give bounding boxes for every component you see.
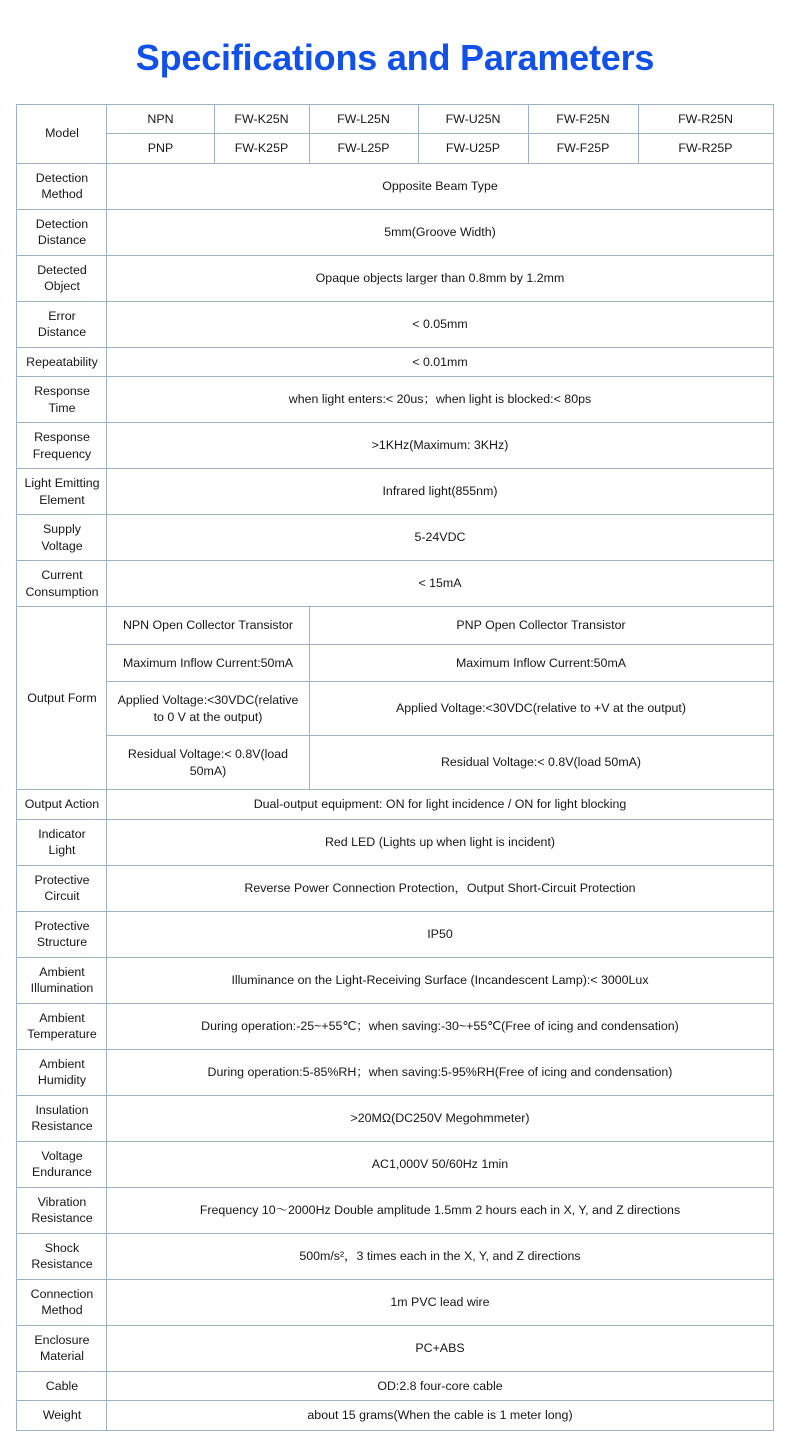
row-label: Protective Structure xyxy=(17,911,107,957)
row-value: PC+ABS xyxy=(107,1325,773,1371)
table-row xyxy=(17,865,773,911)
row-value: 5mm(Groove Width) xyxy=(107,209,773,255)
row-value: < 0.01mm xyxy=(107,347,773,377)
output-form-npn-2: Maximum Inflow Current:50mA xyxy=(107,644,309,682)
row-label: Light Emitting Element xyxy=(17,469,107,515)
table-row xyxy=(17,1233,773,1279)
table-row xyxy=(17,1141,773,1187)
row-label: Supply Voltage xyxy=(17,515,107,561)
table-cell: FW-U25P xyxy=(418,134,528,164)
table-cell: FW-F25P xyxy=(528,134,638,164)
table-row xyxy=(17,1187,773,1233)
table-row xyxy=(17,1279,773,1325)
row-value: OD:2.8 four-core cable xyxy=(107,1371,773,1401)
row-label: Voltage Endurance xyxy=(17,1141,107,1187)
row-label: Protective Circuit xyxy=(17,865,107,911)
row-value: Dual-output equipment: ON for light incidence / ON for light blocking xyxy=(107,790,773,820)
row-label: Vibration Resistance xyxy=(17,1187,107,1233)
table-row xyxy=(17,911,773,957)
page-title: Specifications and Parameters xyxy=(135,37,655,78)
row-label: Indicator Light xyxy=(17,819,107,865)
output-form-npn-1: NPN Open Collector Transistor xyxy=(107,607,309,645)
table-row xyxy=(17,957,773,1003)
row-label: Ambient Humidity xyxy=(17,1049,107,1095)
row-label: Detection Distance xyxy=(17,209,107,255)
row-value: Opposite Beam Type xyxy=(107,163,773,209)
pnp-label: PNP xyxy=(107,134,214,164)
row-value: 1m PVC lead wire xyxy=(107,1279,773,1325)
row-value: Infrared light(855nm) xyxy=(107,469,773,515)
table-cell: FW-L25P xyxy=(309,134,418,164)
output-form-label: Output Form xyxy=(17,607,107,790)
table-row xyxy=(17,790,773,820)
table-row xyxy=(17,1003,773,1049)
table-row-output-form xyxy=(17,644,773,682)
row-value: about 15 grams(When the cable is 1 meter long) xyxy=(107,1401,773,1431)
table-row xyxy=(17,377,773,423)
output-form-npn-3: Applied Voltage:<30VDC(relative to 0 V at the output) xyxy=(107,682,309,736)
table-row xyxy=(17,1401,773,1431)
row-value: During operation:-25~+55℃；when saving:-30~+55℃(Free of icing and condensation) xyxy=(107,1003,773,1049)
row-value: 5-24VDC xyxy=(107,515,773,561)
table-row-model-pnp xyxy=(17,134,773,164)
table-cell: FW-R25N xyxy=(638,104,773,134)
table-cell: FW-L25N xyxy=(309,104,418,134)
row-value: >20MΩ(DC250V Megohmmeter) xyxy=(107,1095,773,1141)
row-label: Ambient Temperature xyxy=(17,1003,107,1049)
row-value: Illuminance on the Light-Receiving Surface (Incandescent Lamp):< 3000Lux xyxy=(107,957,773,1003)
table-row xyxy=(17,561,773,607)
table-cell: FW-K25P xyxy=(214,134,309,164)
row-value: Frequency 10～2000Hz Double amplitude 1.5mm 2 hours each in X, Y, and Z directions xyxy=(107,1187,773,1233)
npn-label: NPN xyxy=(107,104,214,134)
output-form-pnp-2: Maximum Inflow Current:50mA xyxy=(309,644,773,682)
table-row xyxy=(17,423,773,469)
model-label: Model xyxy=(17,104,107,163)
table-row xyxy=(17,819,773,865)
output-form-pnp-3: Applied Voltage:<30VDC(relative to +V at the output) xyxy=(309,682,773,736)
table-row-output-form xyxy=(17,736,773,790)
row-label: Detection Method xyxy=(17,163,107,209)
row-label: Insulation Resistance xyxy=(17,1095,107,1141)
row-label: Shock Resistance xyxy=(17,1233,107,1279)
table-row-output-form xyxy=(17,682,773,736)
specifications-table xyxy=(16,104,773,1431)
row-value: IP50 xyxy=(107,911,773,957)
output-form-pnp-4: Residual Voltage:< 0.8V(load 50mA) xyxy=(309,736,773,790)
row-label: Response Frequency xyxy=(17,423,107,469)
row-value: AC1,000V 50/60Hz 1min xyxy=(107,1141,773,1187)
table-row-model-npn xyxy=(17,104,773,134)
table-row xyxy=(17,515,773,561)
table-row xyxy=(17,255,773,301)
table-row xyxy=(17,1371,773,1401)
table-row xyxy=(17,1095,773,1141)
row-label: Cable xyxy=(17,1371,107,1401)
row-label: Detected Object xyxy=(17,255,107,301)
row-label: Connection Method xyxy=(17,1279,107,1325)
row-label: Enclosure Material xyxy=(17,1325,107,1371)
output-form-npn-4: Residual Voltage:< 0.8V(load 50mA) xyxy=(107,736,309,790)
row-label: Current Consumption xyxy=(17,561,107,607)
row-value: >1KHz(Maximum: 3KHz) xyxy=(107,423,773,469)
table-row xyxy=(17,1049,773,1095)
row-value: Opaque objects larger than 0.8mm by 1.2mm xyxy=(107,255,773,301)
row-label: Error Distance xyxy=(17,301,107,347)
row-value: when light enters:< 20us；when light is blocked:< 80ps xyxy=(107,377,773,423)
row-label: Ambient Illumination xyxy=(17,957,107,1003)
row-value: Red LED (Lights up when light is incident) xyxy=(107,819,773,865)
row-value: < 0.05mm xyxy=(107,301,773,347)
row-value: During operation:5-85%RH；when saving:5-95%RH(Free of icing and condensation) xyxy=(107,1049,773,1095)
table-row xyxy=(17,301,773,347)
table-cell: FW-U25N xyxy=(418,104,528,134)
row-label: Response Time xyxy=(17,377,107,423)
table-row xyxy=(17,347,773,377)
table-row-output-form xyxy=(17,607,773,645)
row-value: Reverse Power Connection Protection，Output Short-Circuit Protection xyxy=(107,865,773,911)
row-label: Repeatability xyxy=(17,347,107,377)
row-value: < 15mA xyxy=(107,561,773,607)
table-row xyxy=(17,163,773,209)
table-cell: FW-K25N xyxy=(214,104,309,134)
row-label: Weight xyxy=(17,1401,107,1431)
table-row xyxy=(17,209,773,255)
table-cell: FW-F25N xyxy=(528,104,638,134)
output-form-pnp-1: PNP Open Collector Transistor xyxy=(309,607,773,645)
table-row xyxy=(17,1325,773,1371)
row-value: 500m/s²，3 times each in the X, Y, and Z directions xyxy=(107,1233,773,1279)
table-row xyxy=(17,469,773,515)
table-cell: FW-R25P xyxy=(638,134,773,164)
row-label: Output Action xyxy=(17,790,107,820)
